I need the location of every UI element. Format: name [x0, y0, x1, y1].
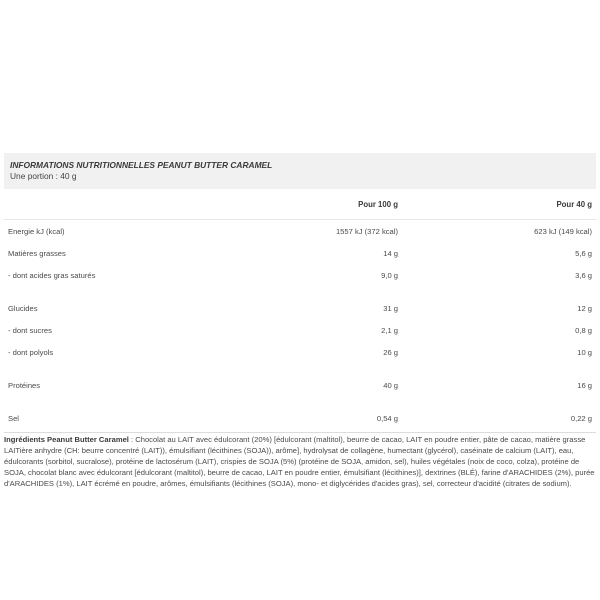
nutrition-header	[4, 153, 596, 189]
table-row	[4, 264, 596, 286]
portion-size: Une portion : 40 g	[10, 171, 77, 181]
row-label: Matières grasses	[8, 248, 66, 258]
row-label: - dont polyols	[8, 347, 54, 357]
row-value-per-100g: 2,1 g	[381, 325, 398, 335]
row-value-per-40g: 10 g	[577, 347, 592, 357]
row-label: Sel	[8, 413, 19, 423]
ingredients-label: Ingrédients Peanut Butter Caramel	[4, 435, 129, 444]
row-spacer	[4, 286, 596, 297]
row-value-per-40g: 0,8 g	[575, 325, 592, 335]
row-label: Protéines	[8, 380, 41, 390]
row-value-per-40g: 16 g	[577, 380, 592, 390]
column-header-per-40g: Pour 40 g	[400, 189, 596, 220]
row-value-per-40g: 5,6 g	[575, 248, 592, 258]
row-value-per-40g: 0,22 g	[570, 413, 592, 423]
table-row	[4, 297, 596, 319]
table-row	[4, 220, 596, 243]
row-spacer	[4, 363, 596, 374]
nutrition-title: INFORMATIONS NUTRITIONNELLES PEANUT BUTTER CARAMEL	[10, 160, 273, 170]
column-header-nutrient	[4, 189, 208, 220]
row-value-per-40g: 12 g	[577, 303, 592, 313]
table-row	[4, 242, 596, 264]
row-label: Glucides	[8, 303, 38, 313]
row-value-per-40g: 623 kJ (149 kcal)	[534, 226, 592, 236]
table-row	[4, 319, 596, 341]
row-value-per-100g: 31 g	[383, 303, 398, 313]
nutrition-panel	[4, 153, 596, 489]
row-value-per-100g: 1557 kJ (372 kcal)	[335, 226, 398, 236]
row-label: - dont sucres	[8, 325, 52, 335]
row-value-per-100g: 40 g	[383, 380, 398, 390]
table-row	[4, 374, 596, 396]
row-label: Energie kJ (kcal)	[8, 226, 65, 236]
column-header-per-100g: Pour 100 g	[208, 189, 400, 220]
row-value-per-100g: 26 g	[383, 347, 398, 357]
ingredients-text	[4, 433, 596, 489]
ingredients-list: : Chocolat au LAIT avec édulcorant (20%) [édulcorant (maltitol), beurre de cacao, LAIT en poudre entier, pâte de cacao, matière grasse LAITière anhydre (CH: beurre concentré (LAIT)), émulsifiant (lécithines (SOJA)), arôme], hydrolysat de collagène, humectant (glycérol), caséinate de calcium (LAIT), eau, édulcorants (sorbitol, sucralose), protéine de lactosérum (LAIT), crispies de SOJA (5%) (protéine de SOJA, amidon, sel), huiles végétales (noix de coco, colza), protéine de SOJA, chocolat blanc avec édulcorant [édulcorant (maltitol), beurre de cacao, LAIT en poudre entier, émulsifiant (lécithines)], dextrines (BLÉ), farine d'ARACHIDES (2%), purée d'ARACHIDES (1%), LAIT écrémé en poudre, arômes, émulsifiants (lécithines (SOJA), mono- et diglycérides d'acides gras), sel, correcteur d'acidité (citrates de sodium).	[4, 435, 595, 488]
row-value-per-100g: 9,0 g	[381, 270, 398, 280]
row-value-per-100g: 14 g	[383, 248, 398, 258]
table-header-row	[4, 189, 596, 220]
nutrition-table	[4, 189, 596, 429]
row-value-per-40g: 3,6 g	[575, 270, 592, 280]
row-spacer	[4, 396, 596, 407]
row-value-per-100g: 0,54 g	[376, 413, 398, 423]
row-label: - dont acides gras saturés	[8, 270, 96, 280]
table-row	[4, 407, 596, 429]
table-row	[4, 341, 596, 363]
